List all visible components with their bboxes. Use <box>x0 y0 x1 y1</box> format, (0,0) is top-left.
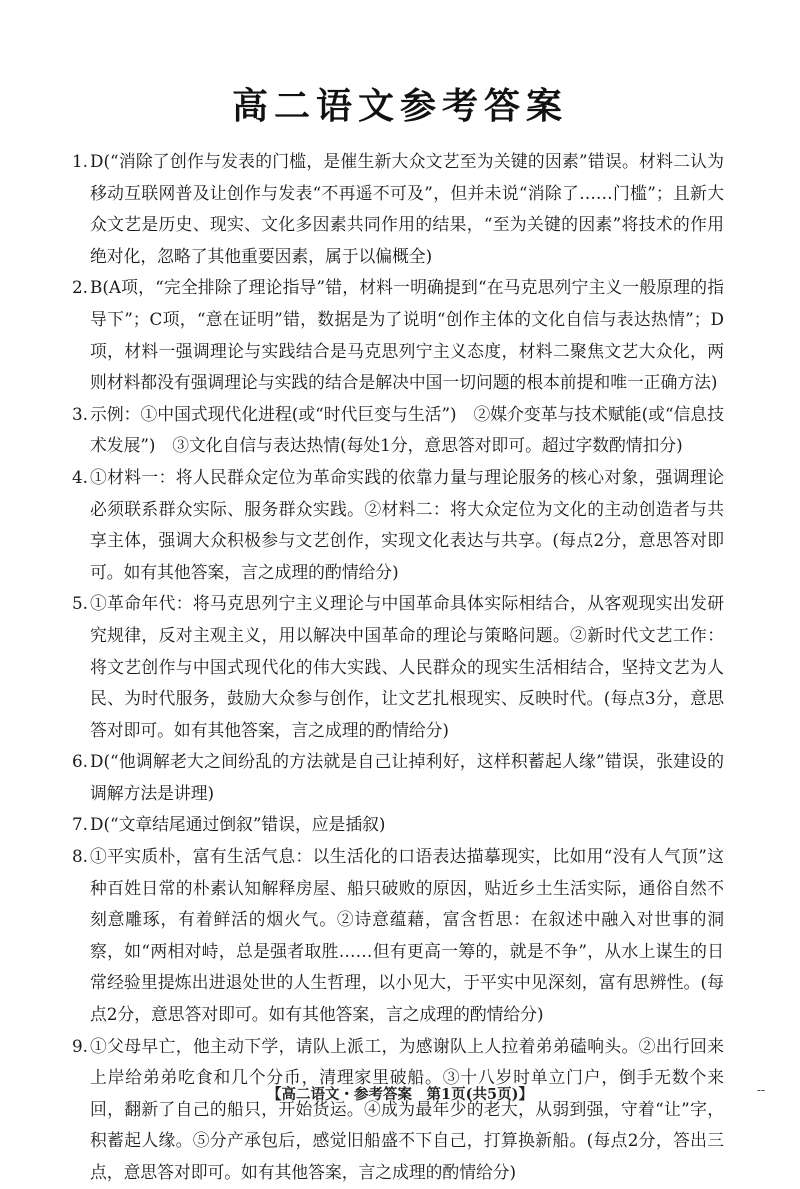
answer-number: 8. <box>72 846 89 867</box>
answer-text: D(“消除了创作与发表的门槛，是催生新大众文艺至为关键的因素”错误。材料二认为移动互联网普及让创作与发表“不再遥不可及”，但并未说“消除了……门槛”；且新大众文艺是历史、现实、文化多因素共同作用的结果，“至为关键的因素”将技术的作用绝对化，忽略了其他重要因素，属于以偏概全) <box>90 151 724 266</box>
answer-text: D(“他调解老大之间纷乱的方法就是自己让掉利好，这样积蓄起人缘”错误，张建设的调解方法是讲理) <box>90 751 724 803</box>
answer-number: 5. <box>72 593 89 614</box>
answer-text: ①父母早亡，他主动下学，请队上派工，为感谢队上人拉着弟弟磕响头。②出行回来上岸给弟弟吃食和几个分币，清理家里破船。③十八岁时单立门户，倒手无数个来回，翻新了自己的船只，开始货运。④成为最年少的老大，从弱到强，守着“让”字，积蓄起人缘。⑤分产承包后，感觉旧船盛不下自己，打算换新船。(每点2分，答出三点，意思答对即可。如有其他答案，言之成理的酌情给分) <box>90 1035 724 1182</box>
answer-item-8 <box>72 841 724 1031</box>
answer-text: ①平实质朴，富有生活气息：以生活化的口语表达描摹现实，比如用“没有人气顶”这种百姓日常的朴素认知解释房屋、船只破败的原因，贴近乡土生活实际，通俗自然不刻意雕琢，有着鲜活的烟火气。②诗意蕴藉，富含哲思：在叙述中融入对世事的洞察，如“两相对峙，总是强者取胜……但有更高一筹的，就是不争”，从水上谋生的日常经验里提炼出进退处世的人生哲理，以小见大，于平实中见深刻，富有思辨性。(每点2分，意思答对即可。如有其他答案，言之成理的酌情给分) <box>90 846 724 1025</box>
page-title: 高二语文参考答案 <box>231 86 568 127</box>
answer-item-4 <box>72 462 724 588</box>
answer-text: B(A项，“完全排除了理论指导”错，材料一明确提到“在马克思列宁主义一般原理的指导下”；C项，“意在证明”错，数据是为了说明“创作主体的文化自信与表达热情”；D项，材料一强调理论与实践结合是马克思列宁主义态度，材料二聚焦文艺大众化，两则材料都没有强调理论与实践的结合是解决中国一切问题的根本前提和唯一正确方法) <box>90 277 724 393</box>
answer-item-1 <box>72 146 724 272</box>
answer-list <box>72 146 724 1189</box>
answer-item-9 <box>72 1031 724 1189</box>
answer-item-3 <box>72 399 724 462</box>
answer-text: D(“文章结尾通过倒叙”错误，应是插叙) <box>90 814 386 835</box>
corner-mark: -- <box>757 1083 766 1097</box>
answer-text: 示例：①中国式现代化进程(或“时代巨变与生活”) ②媒介变革与技术赋能(或“信息技术发展”) ③文化自信与表达热情(每处1分，意思答对即可。超过字数酌情扣分) <box>90 403 724 456</box>
answer-item-2 <box>72 272 724 398</box>
answer-item-6 <box>72 746 724 809</box>
answer-number: 7. <box>72 814 89 835</box>
answer-number: 6. <box>72 751 89 772</box>
answer-item-7 <box>72 809 724 841</box>
answer-text: ①革命年代：将马克思列宁主义理论与中国革命具体实际相结合，从客观现实出发研究规律，反对主观主义，用以解决中国革命的理论与策略问题。②新时代文艺工作：将文艺创作与中国式现代化的伟大实践、人民群众的现实生活相结合，坚持文艺为人民、为时代服务，鼓励大众参与创作，让文艺扎根现实、反映时代。(每点3分，意思答对即可。如有其他答案，言之成理的酌情给分) <box>90 593 724 740</box>
answer-text: ①材料一：将人民群众定位为革命实践的依靠力量与理论服务的核心对象，强调理论必须联系群众实际、服务群众实践。②材料二：将大众定位为文化的主动创造者与共享主体，强调大众积极参与文艺创作，实现文化表达与共享。(每点2分，意思答对即可。如有其他答案，言之成理的酌情给分) <box>90 466 724 582</box>
answer-item-5 <box>72 588 724 746</box>
answer-number: 1. <box>72 151 89 171</box>
answer-number: 4. <box>72 466 89 487</box>
page-footer: 【高二语文・参考答案 第1页(共5页)】 <box>267 1086 533 1103</box>
answer-number: 2. <box>72 277 89 298</box>
answer-number: 3. <box>72 403 89 424</box>
answer-number: 9. <box>72 1035 89 1056</box>
